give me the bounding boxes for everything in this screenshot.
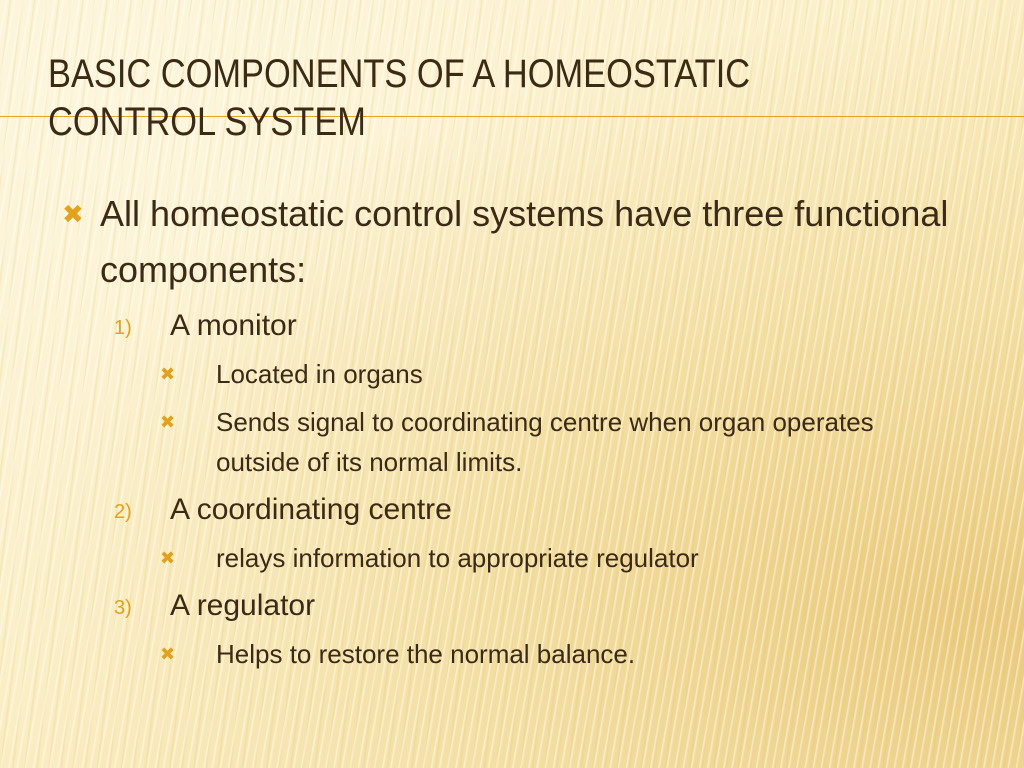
item-label: A monitor bbox=[170, 309, 297, 342]
sub-bullet-text: Sends signal to coordinating centre when organ operates outside of its normal limits. bbox=[216, 407, 874, 477]
main-bullet bbox=[62, 186, 962, 298]
sub-bullet-text: relays information to appropriate regulator bbox=[216, 543, 699, 573]
slide-title bbox=[48, 50, 874, 146]
item-number: 3) bbox=[114, 597, 132, 619]
main-bullet-text: All homeostatic control systems have three functional components: bbox=[100, 193, 949, 290]
cross-bullet-icon: ✖ bbox=[160, 548, 176, 568]
sub-bullet bbox=[62, 354, 962, 394]
sub-bullet-text: Located in organs bbox=[216, 359, 423, 389]
cross-bullet-icon: ✖ bbox=[160, 364, 176, 384]
sub-bullet bbox=[62, 402, 962, 482]
numbered-item bbox=[62, 306, 962, 346]
cross-bullet-icon: ✖ bbox=[160, 412, 176, 432]
sub-bullet-text: Helps to restore the normal balance. bbox=[216, 639, 636, 669]
numbered-item bbox=[62, 490, 962, 530]
item-label: A regulator bbox=[170, 589, 316, 622]
cross-bullet-icon: ✖ bbox=[160, 644, 176, 664]
item-number: 2) bbox=[114, 501, 132, 523]
item-number: 1) bbox=[114, 317, 132, 339]
sub-bullet bbox=[62, 634, 962, 674]
sub-bullet bbox=[62, 538, 962, 578]
slide-title-line-1: BASIC COMPONENTS OF A HOMEOSTATIC bbox=[48, 52, 751, 96]
numbered-item bbox=[62, 586, 962, 626]
cross-bullet-icon: ✖ bbox=[62, 199, 84, 229]
item-label: A coordinating centre bbox=[170, 493, 452, 526]
slide-body bbox=[62, 186, 962, 674]
slide-title-line-2: CONTROL SYSTEM bbox=[48, 100, 366, 144]
